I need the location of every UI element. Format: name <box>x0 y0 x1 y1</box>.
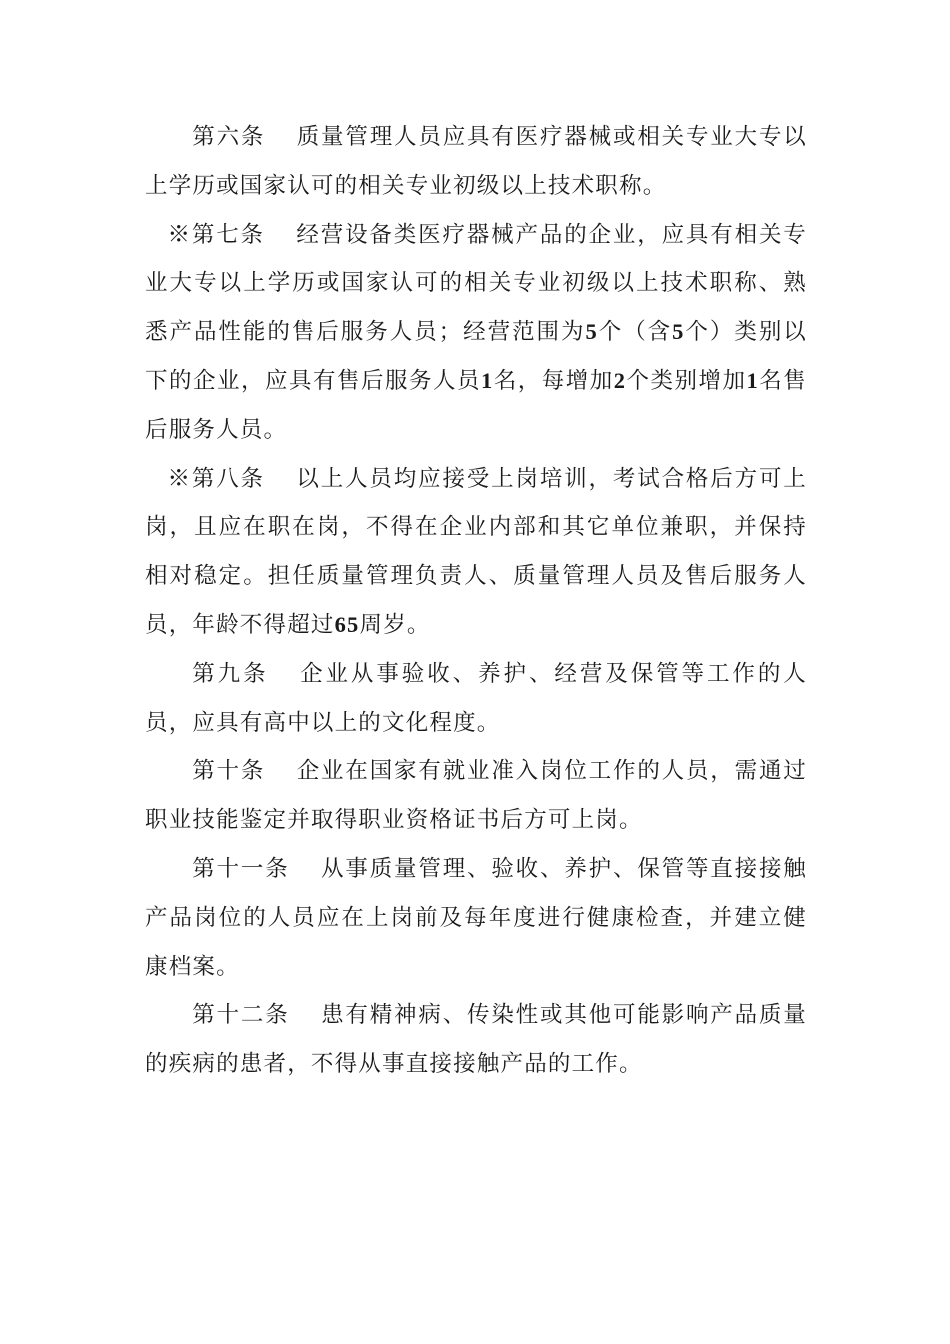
article-text: 患有精神病、传染性或其他可能影响产品质量的疾病的患者，不得从事直接接触产品的工作。 <box>145 1002 807 1078</box>
article-text: 名，每增加 <box>493 367 614 394</box>
article-heading: ※第七条 <box>167 221 265 248</box>
article-text: 个类别增加 <box>626 367 747 394</box>
article-10-paragraph <box>145 747 807 845</box>
article-text: 经营设备类医疗器械产品的企业，应具有相关专业大专以上学历或国家认可的相关专业初级以上技术职称、熟悉产品性能的售后服务人员；经营范围为 <box>145 221 807 346</box>
article-text: 个（含 <box>597 319 673 346</box>
article-6-paragraph <box>145 113 807 211</box>
article-text: 周岁。 <box>359 611 431 638</box>
number: 1 <box>746 367 759 393</box>
article-12-paragraph <box>145 991 807 1089</box>
article-8-paragraph <box>145 455 807 650</box>
article-text: 从事质量管理、验收、养护、保管等直接接触产品岗位的人员应在上岗前及每年度进行健康检查，并建立健康档案。 <box>145 855 807 980</box>
article-heading: 第十条 <box>192 758 266 785</box>
article-heading: 第十二条 <box>192 1002 290 1029</box>
article-text: 企业从事验收、养护、经营及保管等工作的人员，应具有高中以上的文化程度。 <box>145 660 807 736</box>
article-7-paragraph <box>145 211 807 455</box>
article-text: 企业在国家有就业准入岗位工作的人员，需通过职业技能鉴定并取得职业资格证书后方可上岗。 <box>145 758 807 834</box>
number: 65 <box>334 611 360 637</box>
number: 5 <box>672 319 685 345</box>
number: 2 <box>613 367 627 393</box>
article-text: 个）类别以下的企业，应具有售后服务人员 <box>145 319 807 394</box>
article-heading: 第十一条 <box>192 855 290 882</box>
number: 5 <box>585 319 598 345</box>
article-text: 质量管理人员应具有医疗器械或相关专业大专以上学历或国家认可的相关专业初级以上技术职称。 <box>145 124 807 199</box>
article-heading: 第九条 <box>192 660 269 687</box>
article-11-paragraph <box>145 845 807 991</box>
article-heading: 第六条 <box>192 124 266 150</box>
article-9-paragraph <box>145 650 807 748</box>
article-text: 以上人员均应接受上岗培训，考试合格后方可上岗，且应在职在岗，不得在企业内部和其它单位兼职，并保持相对稳定。担任质量管理负责人、质量管理人员及售后服务人员，年龄不得超过 <box>145 465 807 638</box>
article-heading: ※第八条 <box>167 465 265 492</box>
document-body <box>145 113 807 1089</box>
number: 1 <box>481 367 494 393</box>
article-text: 名售后服务人员。 <box>145 367 807 443</box>
